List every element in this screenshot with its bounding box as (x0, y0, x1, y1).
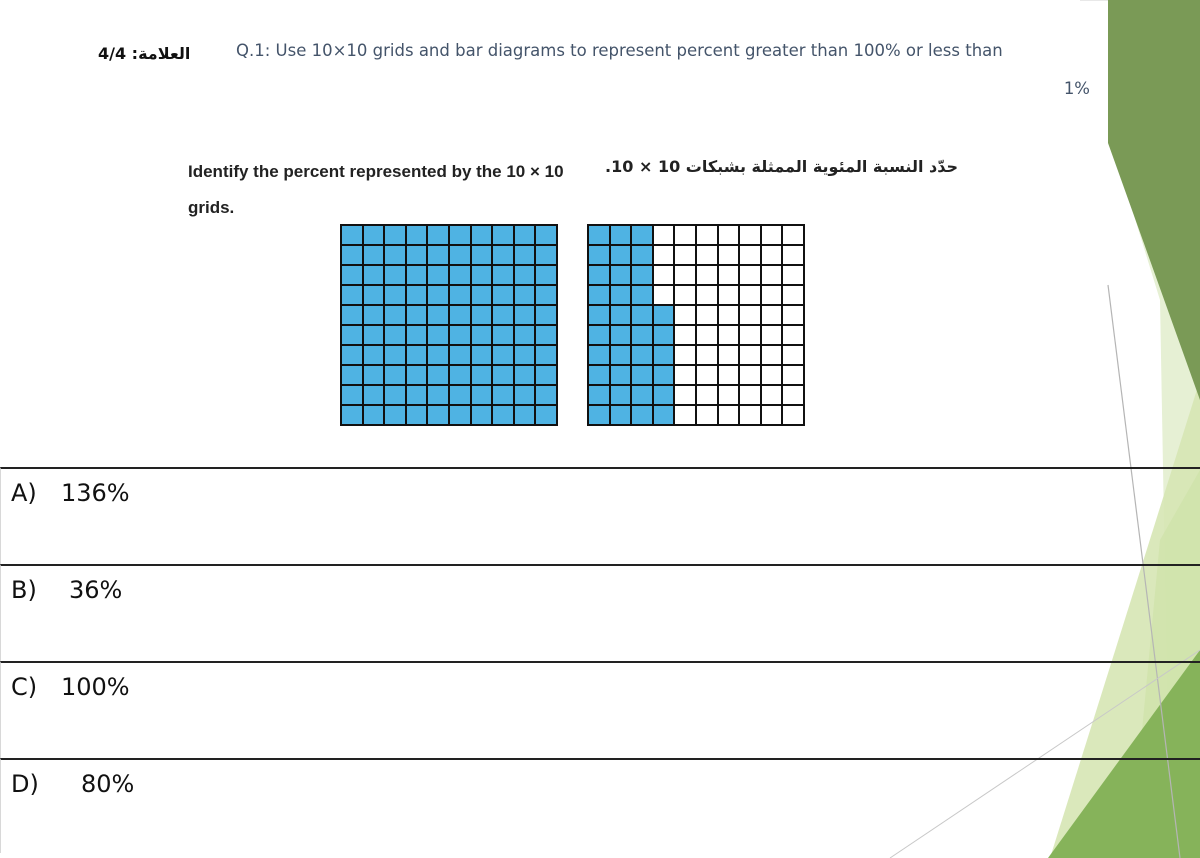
grid-cell (611, 366, 631, 384)
grid-cell (589, 306, 609, 324)
grid-cell (783, 326, 803, 344)
grid-cell (472, 246, 492, 264)
grid-cell (385, 226, 405, 244)
option-d[interactable] (0, 758, 1200, 853)
grid-cell (654, 226, 674, 244)
grid-cell (385, 286, 405, 304)
grid-cell (385, 346, 405, 364)
grid-cell (783, 266, 803, 284)
grid-cell (697, 326, 717, 344)
grid-cell (385, 406, 405, 424)
grid-cell (762, 386, 782, 404)
grid-cell (342, 326, 362, 344)
grid-cell (342, 286, 362, 304)
grid-cell (675, 246, 695, 264)
grid-cell (342, 266, 362, 284)
grid-cell (611, 246, 631, 264)
grid-cell (428, 306, 448, 324)
grid-cell (385, 266, 405, 284)
grid-cell (762, 266, 782, 284)
grid-cell (407, 326, 427, 344)
grid-cell (719, 346, 739, 364)
grid-cell (364, 346, 384, 364)
grid-cell (589, 406, 609, 424)
grid-cell (515, 226, 535, 244)
grid-cell (515, 286, 535, 304)
grid-cell (428, 386, 448, 404)
grid-cell (536, 306, 556, 324)
grid-cell (783, 406, 803, 424)
grid-cell (407, 226, 427, 244)
option-value: 36% (69, 576, 123, 604)
grid-cell (697, 386, 717, 404)
grid-cell (589, 346, 609, 364)
grid-cell (762, 406, 782, 424)
grid-cell (342, 406, 362, 424)
grid-cell (611, 386, 631, 404)
grid-cell (428, 226, 448, 244)
option-value: 80% (81, 770, 135, 798)
grid-cell (407, 286, 427, 304)
grid-cell (611, 346, 631, 364)
grid-cell (364, 266, 384, 284)
grid-cell (589, 286, 609, 304)
grid-cell (740, 326, 760, 344)
grid-cell (342, 366, 362, 384)
grid-cell (783, 286, 803, 304)
grid-cell (385, 366, 405, 384)
grid-cell (589, 386, 609, 404)
option-c[interactable] (0, 661, 1200, 758)
grid-cell (740, 246, 760, 264)
grid-cell (536, 406, 556, 424)
grid-cell (472, 286, 492, 304)
grid-cell (654, 386, 674, 404)
grid-cell (654, 306, 674, 324)
grid-cell (719, 306, 739, 324)
grid-cell (515, 406, 535, 424)
option-letter: B) (11, 576, 37, 604)
grid-cell (762, 366, 782, 384)
grid-cell (536, 366, 556, 384)
grid-cell (428, 286, 448, 304)
grid-cell (407, 406, 427, 424)
option-value: 136% (61, 479, 130, 507)
grid-cell (589, 246, 609, 264)
grid-cell (385, 246, 405, 264)
grid-cell (740, 306, 760, 324)
grid-cell (536, 226, 556, 244)
grid-cell (719, 246, 739, 264)
grid-cell (697, 346, 717, 364)
grid-cell (450, 226, 470, 244)
grid-cell (364, 226, 384, 244)
grid-cell (697, 226, 717, 244)
grid-cell (472, 406, 492, 424)
option-a[interactable] (0, 467, 1200, 564)
grid-cell (342, 306, 362, 324)
grid-cell (697, 246, 717, 264)
grid-cell (450, 306, 470, 324)
grid-cell (342, 226, 362, 244)
grid-cell (611, 326, 631, 344)
grid-cell (719, 286, 739, 304)
grid-cell (632, 386, 652, 404)
grid-cell (493, 346, 513, 364)
grid-cell (450, 286, 470, 304)
grid-cell (472, 366, 492, 384)
grid-cell (697, 406, 717, 424)
grid-cell (536, 386, 556, 404)
grid-cell (450, 266, 470, 284)
grid-cell (515, 306, 535, 324)
grid-cell (450, 246, 470, 264)
grid-cell (428, 246, 448, 264)
grid-cell (740, 346, 760, 364)
grid-cell (472, 226, 492, 244)
grid-cell (342, 346, 362, 364)
grid-cell (472, 326, 492, 344)
hundred-grid-full (340, 224, 558, 426)
grid-cell (697, 266, 717, 284)
grid-cell (450, 346, 470, 364)
grid-cell (428, 326, 448, 344)
grid-cell (536, 346, 556, 364)
grid-cell (407, 366, 427, 384)
grid-cell (536, 246, 556, 264)
grid-cell (472, 386, 492, 404)
grid-cell (675, 266, 695, 284)
grid-cell (536, 286, 556, 304)
grid-cell (493, 366, 513, 384)
grid-cell (342, 386, 362, 404)
grid-cell (428, 266, 448, 284)
grid-cell (364, 406, 384, 424)
grid-cell (654, 246, 674, 264)
grid-cell (654, 366, 674, 384)
grid-cell (364, 366, 384, 384)
grid-cell (515, 326, 535, 344)
grid-cell (342, 246, 362, 264)
grid-cell (719, 226, 739, 244)
grid-cell (632, 286, 652, 304)
option-value: 100% (61, 673, 130, 701)
grid-cell (654, 266, 674, 284)
grid-cell (515, 266, 535, 284)
grid-cell (407, 386, 427, 404)
grid-cell (632, 246, 652, 264)
grid-cell (762, 326, 782, 344)
grid-cell (762, 346, 782, 364)
score-label: العلامة: 4/4 (98, 44, 191, 63)
grid-cell (472, 266, 492, 284)
grid-cell (740, 386, 760, 404)
grid-cell (589, 366, 609, 384)
grid-cell (783, 386, 803, 404)
grid-cell (611, 266, 631, 284)
grid-cell (493, 406, 513, 424)
grid-cell (740, 286, 760, 304)
grid-cell (675, 386, 695, 404)
grid-cell (632, 326, 652, 344)
grid-cell (364, 386, 384, 404)
grid-cell (611, 406, 631, 424)
hundred-grid-partial (587, 224, 805, 426)
grid-cell (407, 246, 427, 264)
option-letter: C) (11, 673, 38, 701)
grid-cell (472, 306, 492, 324)
grid-cell (493, 226, 513, 244)
grid-cell (493, 326, 513, 344)
grid-cell (472, 346, 492, 364)
answer-options (0, 467, 1200, 853)
option-letter: D) (11, 770, 39, 798)
grid-cell (740, 266, 760, 284)
grid-cell (632, 366, 652, 384)
grid-cell (654, 406, 674, 424)
instruction-english: Identify the percent represented by the 10 × 10 grids. (188, 162, 564, 217)
question-text (236, 32, 1090, 108)
grid-cell (515, 346, 535, 364)
grid-cell (611, 306, 631, 324)
grid-cell (450, 386, 470, 404)
grid-cell (719, 386, 739, 404)
grid-cell (428, 406, 448, 424)
option-letter: A) (11, 479, 37, 507)
grid-cell (762, 286, 782, 304)
grid-cell (515, 386, 535, 404)
grid-cell (515, 366, 535, 384)
grid-cell (697, 286, 717, 304)
grid-cell (385, 326, 405, 344)
grid-cell (428, 346, 448, 364)
grid-cell (697, 306, 717, 324)
grid-cell (407, 266, 427, 284)
grid-cell (740, 406, 760, 424)
grid-cell (450, 366, 470, 384)
option-b[interactable] (0, 564, 1200, 661)
grid-cell (783, 306, 803, 324)
grid-cell (740, 226, 760, 244)
grid-cell (589, 326, 609, 344)
grid-cell (675, 406, 695, 424)
grid-cell (632, 346, 652, 364)
grid-cell (675, 306, 695, 324)
grid-cell (632, 306, 652, 324)
grid-cell (675, 346, 695, 364)
instruction-arabic: حدّد النسبة المئوية الممثلة بشبكات 10 × 10. (605, 157, 958, 176)
grid-cell (385, 306, 405, 324)
grid-cell (783, 226, 803, 244)
grid-cell (783, 246, 803, 264)
grid-cell (589, 226, 609, 244)
grid-cell (719, 326, 739, 344)
grid-cell (407, 306, 427, 324)
grid-cell (654, 326, 674, 344)
grid-cell (762, 306, 782, 324)
grid-cell (675, 286, 695, 304)
grid-cell (450, 326, 470, 344)
grid-cell (407, 346, 427, 364)
grid-cell (783, 346, 803, 364)
grid-cell (632, 406, 652, 424)
question-line-2: 1% (1063, 79, 1090, 98)
grid-cell (611, 286, 631, 304)
grid-cell (493, 246, 513, 264)
grid-cell (364, 306, 384, 324)
grid-cell (493, 286, 513, 304)
grid-cell (536, 326, 556, 344)
grid-cell (632, 226, 652, 244)
grid-cell (762, 246, 782, 264)
grid-cell (783, 366, 803, 384)
grid-cell (536, 266, 556, 284)
grid-cell (719, 406, 739, 424)
grid-cell (762, 226, 782, 244)
grid-cell (654, 286, 674, 304)
grid-cell (493, 386, 513, 404)
grid-cell (675, 226, 695, 244)
grid-cell (675, 326, 695, 344)
grid-cell (385, 386, 405, 404)
grid-cell (719, 266, 739, 284)
grid-cell (364, 286, 384, 304)
question-line-1: Q.1: Use 10×10 grids and bar diagrams to represent percent greater than 100% or less than (236, 41, 1003, 60)
grid-cell (428, 366, 448, 384)
grid-cell (515, 246, 535, 264)
grid-cell (740, 366, 760, 384)
grid-cell (719, 366, 739, 384)
grid-cell (493, 306, 513, 324)
grid-cell (654, 346, 674, 364)
grid-cell (364, 326, 384, 344)
grid-cell (450, 406, 470, 424)
grid-cell (589, 266, 609, 284)
grid-cell (675, 366, 695, 384)
grid-cell (364, 246, 384, 264)
grid-cell (611, 226, 631, 244)
grid-cell (632, 266, 652, 284)
grid-cell (697, 366, 717, 384)
grid-cell (493, 266, 513, 284)
